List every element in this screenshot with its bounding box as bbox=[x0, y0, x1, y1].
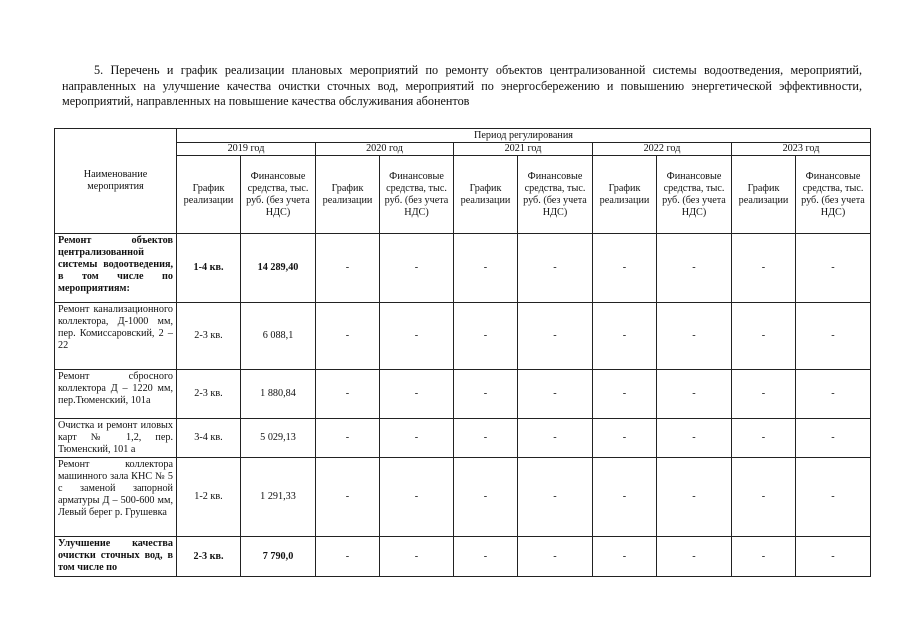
schedule-cell: - bbox=[316, 537, 380, 577]
funds-cell: 7 790,0 bbox=[241, 537, 316, 577]
year-header-2021: 2021 год bbox=[454, 143, 593, 156]
funds-cell: - bbox=[518, 458, 593, 537]
funds-cell: 1 291,33 bbox=[241, 458, 316, 537]
period-header: Период регулирования bbox=[177, 129, 871, 143]
funds-cell: - bbox=[380, 234, 454, 303]
funds-cell: - bbox=[657, 234, 732, 303]
funds-cell: - bbox=[518, 234, 593, 303]
funds-cell: - bbox=[796, 370, 871, 419]
schedule-cell: - bbox=[593, 458, 657, 537]
schedule-cell: - bbox=[316, 370, 380, 419]
schedule-cell: - bbox=[454, 537, 518, 577]
schedule-cell: - bbox=[454, 370, 518, 419]
schedule-cell: - bbox=[316, 234, 380, 303]
year-header-2022: 2022 год bbox=[593, 143, 732, 156]
section-heading-text: 5. Перечень и график реализации плановых мероприятий по ремонту объектов централизованной системы водоотведения, мероприятий, направленных на улучшение качества очистки сточных вод, мероприятий по энергосбережению и повышению энергетической эффективности, мероприятий, направленных на повышение качества обслуживания абонентов bbox=[62, 63, 862, 108]
schedule-cell: 1-4 кв. bbox=[177, 234, 241, 303]
funds-cell: - bbox=[518, 537, 593, 577]
funds-cell: - bbox=[657, 458, 732, 537]
funds-cell: - bbox=[518, 303, 593, 370]
subheader-schedule: График реализации bbox=[593, 156, 657, 234]
schedule-cell: - bbox=[593, 419, 657, 458]
subheader-funds: Финансовые средства, тыс. руб. (без учета НДС) bbox=[657, 156, 732, 234]
schedule-cell: - bbox=[316, 303, 380, 370]
row-name-cell: Ремонт сбросного коллектора Д – 1220 мм, пер.Тюменский, 101а bbox=[55, 370, 177, 419]
table-row bbox=[55, 419, 871, 458]
schedule-cell: - bbox=[732, 370, 796, 419]
year-header-2020: 2020 год bbox=[316, 143, 454, 156]
table-row bbox=[55, 234, 871, 303]
schedule-cell: - bbox=[454, 234, 518, 303]
schedule-cell: - bbox=[316, 458, 380, 537]
row-name-cell: Ремонт канализационного коллектора, Д-1000 мм, пер. Комиссаровский, 2 – 22 bbox=[55, 303, 177, 370]
funds-cell: - bbox=[796, 419, 871, 458]
subheader-funds: Финансовые средства, тыс. руб. (без учета НДС) bbox=[241, 156, 316, 234]
row-name-cell: Ремонт коллектора машинного зала КНС № 5 с заменой запорной арматуры Д – 500-600 мм, Левый берег р. Грушевка bbox=[55, 458, 177, 537]
funds-cell: 14 289,40 bbox=[241, 234, 316, 303]
funds-cell: - bbox=[380, 370, 454, 419]
funds-cell: - bbox=[657, 537, 732, 577]
subheader-funds: Финансовые средства, тыс. руб. (без учета НДС) bbox=[796, 156, 871, 234]
schedule-cell: 2-3 кв. bbox=[177, 370, 241, 419]
schedule-cell: 3-4 кв. bbox=[177, 419, 241, 458]
funds-cell: - bbox=[657, 419, 732, 458]
funds-cell: - bbox=[380, 537, 454, 577]
subheader-funds: Финансовые средства, тыс. руб. (без учета НДС) bbox=[380, 156, 454, 234]
subheader-schedule: График реализации bbox=[316, 156, 380, 234]
funds-cell: - bbox=[657, 370, 732, 419]
funds-cell: - bbox=[380, 303, 454, 370]
funds-cell: 1 880,84 bbox=[241, 370, 316, 419]
schedule-cell: - bbox=[593, 234, 657, 303]
column-header-name: Наименование мероприятия bbox=[55, 129, 177, 234]
subheader-schedule: График реализации bbox=[732, 156, 796, 234]
schedule-cell: - bbox=[454, 458, 518, 537]
funds-cell: 6 088,1 bbox=[241, 303, 316, 370]
funds-cell: - bbox=[796, 234, 871, 303]
table-row bbox=[55, 370, 871, 419]
schedule-cell: - bbox=[454, 419, 518, 458]
schedule-cell: - bbox=[732, 419, 796, 458]
funds-cell: 5 029,13 bbox=[241, 419, 316, 458]
schedule-cell: - bbox=[732, 303, 796, 370]
subheader-schedule: График реализации bbox=[454, 156, 518, 234]
funds-cell: - bbox=[796, 537, 871, 577]
schedule-cell: 1-2 кв. bbox=[177, 458, 241, 537]
schedule-cell: 2-3 кв. bbox=[177, 537, 241, 577]
schedule-cell: - bbox=[732, 234, 796, 303]
schedule-cell: - bbox=[593, 370, 657, 419]
funds-cell: - bbox=[657, 303, 732, 370]
row-name-cell: Очистка и ремонт иловых карт № 1,2, пер. Тюменский, 101 а bbox=[55, 419, 177, 458]
table-row bbox=[55, 537, 871, 577]
schedule-cell: - bbox=[593, 537, 657, 577]
schedule-cell: - bbox=[732, 537, 796, 577]
schedule-cell: - bbox=[593, 303, 657, 370]
header-row-years bbox=[55, 143, 871, 156]
year-header-2023: 2023 год bbox=[732, 143, 871, 156]
funds-cell: - bbox=[796, 458, 871, 537]
schedule-cell: 2-3 кв. bbox=[177, 303, 241, 370]
header-row-subcolumns bbox=[55, 156, 871, 234]
schedule-cell: - bbox=[316, 419, 380, 458]
header-row-period bbox=[55, 129, 871, 143]
table-row bbox=[55, 458, 871, 537]
schedule-cell: - bbox=[732, 458, 796, 537]
funds-cell: - bbox=[518, 419, 593, 458]
funds-cell: - bbox=[518, 370, 593, 419]
subheader-funds: Финансовые средства, тыс. руб. (без учета НДС) bbox=[518, 156, 593, 234]
events-schedule-table bbox=[54, 128, 871, 577]
row-name-cell: Ремонт объектов централизованной системы водоотведения, в том числе по мероприятиям: bbox=[55, 234, 177, 303]
year-header-2019: 2019 год bbox=[177, 143, 316, 156]
table-row bbox=[55, 303, 871, 370]
funds-cell: - bbox=[380, 458, 454, 537]
row-name-cell: Улучшение качества очистки сточных вод, в том числе по bbox=[55, 537, 177, 577]
schedule-cell: - bbox=[454, 303, 518, 370]
subheader-schedule: График реализации bbox=[177, 156, 241, 234]
funds-cell: - bbox=[380, 419, 454, 458]
funds-cell: - bbox=[796, 303, 871, 370]
section-heading bbox=[62, 63, 862, 110]
